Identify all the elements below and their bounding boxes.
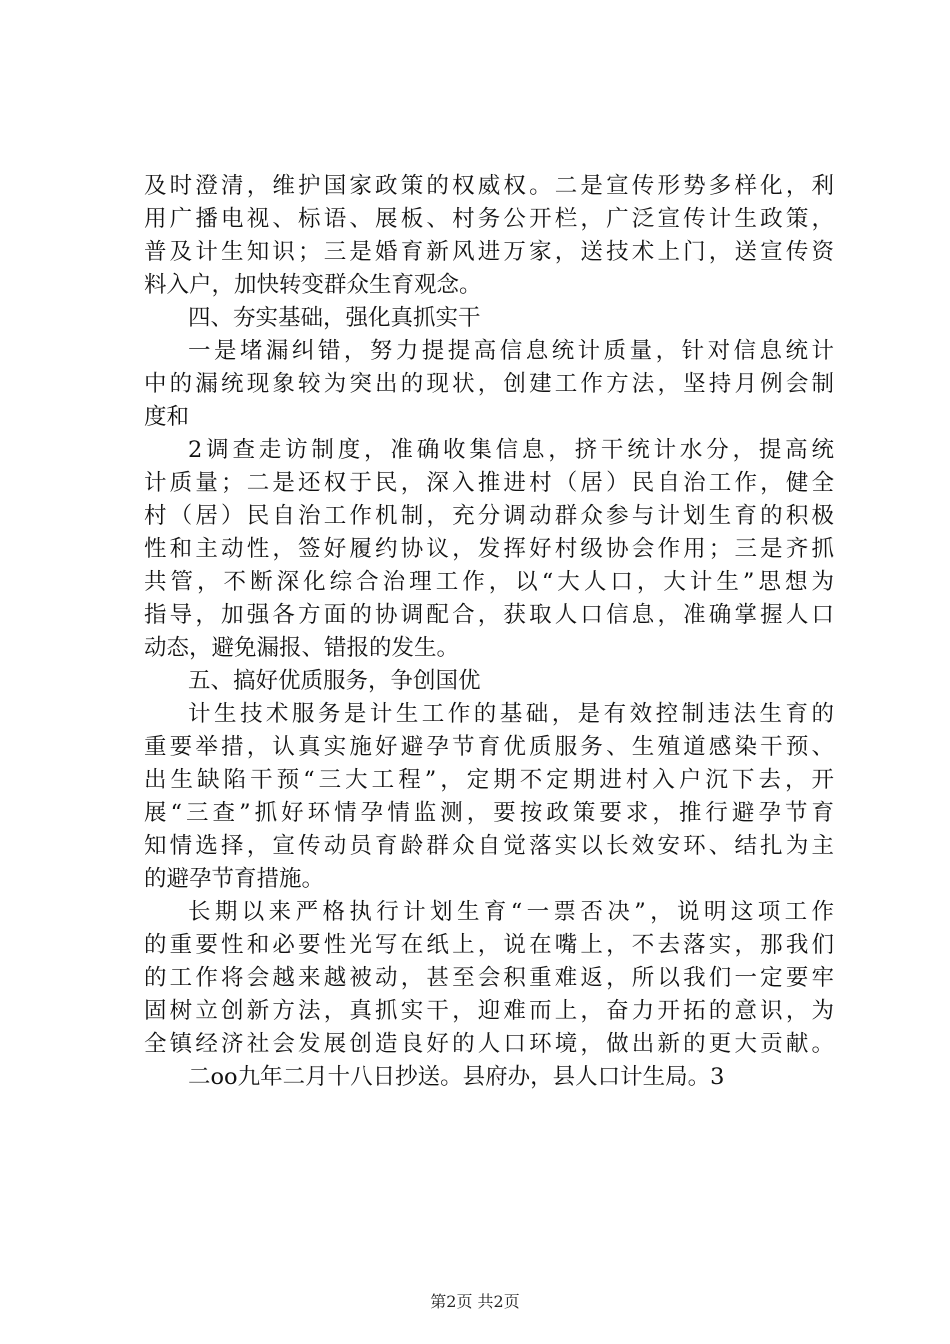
- body-line: 知情选择，宣传动员育龄群众自觉落实以长效安环、结扎为主: [144, 833, 834, 859]
- body-line: 共管，不断深化综合治理工作，以“大人口，大计生”思想为: [144, 569, 834, 595]
- body-line: 固树立创新方法，真抓实干，迎难而上，奋力开拓的意识，为: [144, 998, 834, 1024]
- body-line: 重要举措，认真实施好避孕节育优质服务、生殖道感染干预、: [144, 734, 834, 760]
- document-body: [144, 170, 834, 1094]
- body-line: 出生缺陷干预“三大工程”，定期不定期进村入户沉下去，开: [144, 767, 834, 793]
- body-line: 村（居）民自治工作机制，充分调动群众参与计划生育的积极: [144, 503, 834, 529]
- page-number: 第2页 共2页: [430, 1292, 520, 1311]
- body-line: 2调查走访制度，准确收集信息，挤干统计水分，提高统: [188, 437, 834, 463]
- body-line: 普及计生知识；三是婚育新风进万家，送技术上门，送宣传资: [144, 239, 834, 265]
- body-line: 料入户，加快转变群众生育观念。: [144, 272, 482, 298]
- body-line: 长期以来严格执行计划生育“一票否决”，说明这项工作: [188, 899, 834, 925]
- date-line: 二oo九年二月十八日抄送。县府办，县人口计生局。3: [188, 1064, 725, 1090]
- section-heading: 五、搞好优质服务，争创国优: [188, 668, 481, 694]
- body-line: 及时澄清，维护国家政策的权威权。二是宣传形势多样化，利: [144, 173, 834, 199]
- body-line: 一是堵漏纠错，努力提提高信息统计质量，针对信息统计: [188, 338, 834, 364]
- body-line: 性和主动性，签好履约协议，发挥好村级协会作用；三是齐抓: [144, 536, 834, 562]
- body-line: 动态，避免漏报、错报的发生。: [144, 635, 460, 661]
- body-line: 度和: [144, 404, 190, 430]
- body-line: 指导，加强各方面的协调配合，获取人口信息，准确掌握人口: [144, 602, 834, 628]
- body-line: 全镇经济社会发展创造良好的人口环境，做出新的更大贡献。: [144, 1031, 834, 1057]
- body-line: 用广播电视、标语、展板、村务公开栏，广泛宣传计生政策，: [144, 206, 834, 232]
- body-line: 计质量；二是还权于民，深入推进村（居）民自治工作，健全: [144, 470, 834, 496]
- body-line: 的工作将会越来越被动，甚至会积重难返，所以我们一定要牢: [144, 965, 834, 991]
- body-line: 的避孕节育措施。: [144, 866, 325, 892]
- body-line: 计生技术服务是计生工作的基础，是有效控制违法生育的: [188, 701, 834, 727]
- section-heading: 四、夯实基础，强化真抓实干: [188, 305, 481, 331]
- body-line: 展“三查”抓好环情孕情监测，要按政策要求，推行避孕节育: [144, 800, 834, 826]
- body-line: 中的漏统现象较为突出的现状，创建工作方法，坚持月例会制: [144, 371, 834, 397]
- body-line: 的重要性和必要性光写在纸上，说在嘴上，不去落实，那我们: [144, 932, 834, 958]
